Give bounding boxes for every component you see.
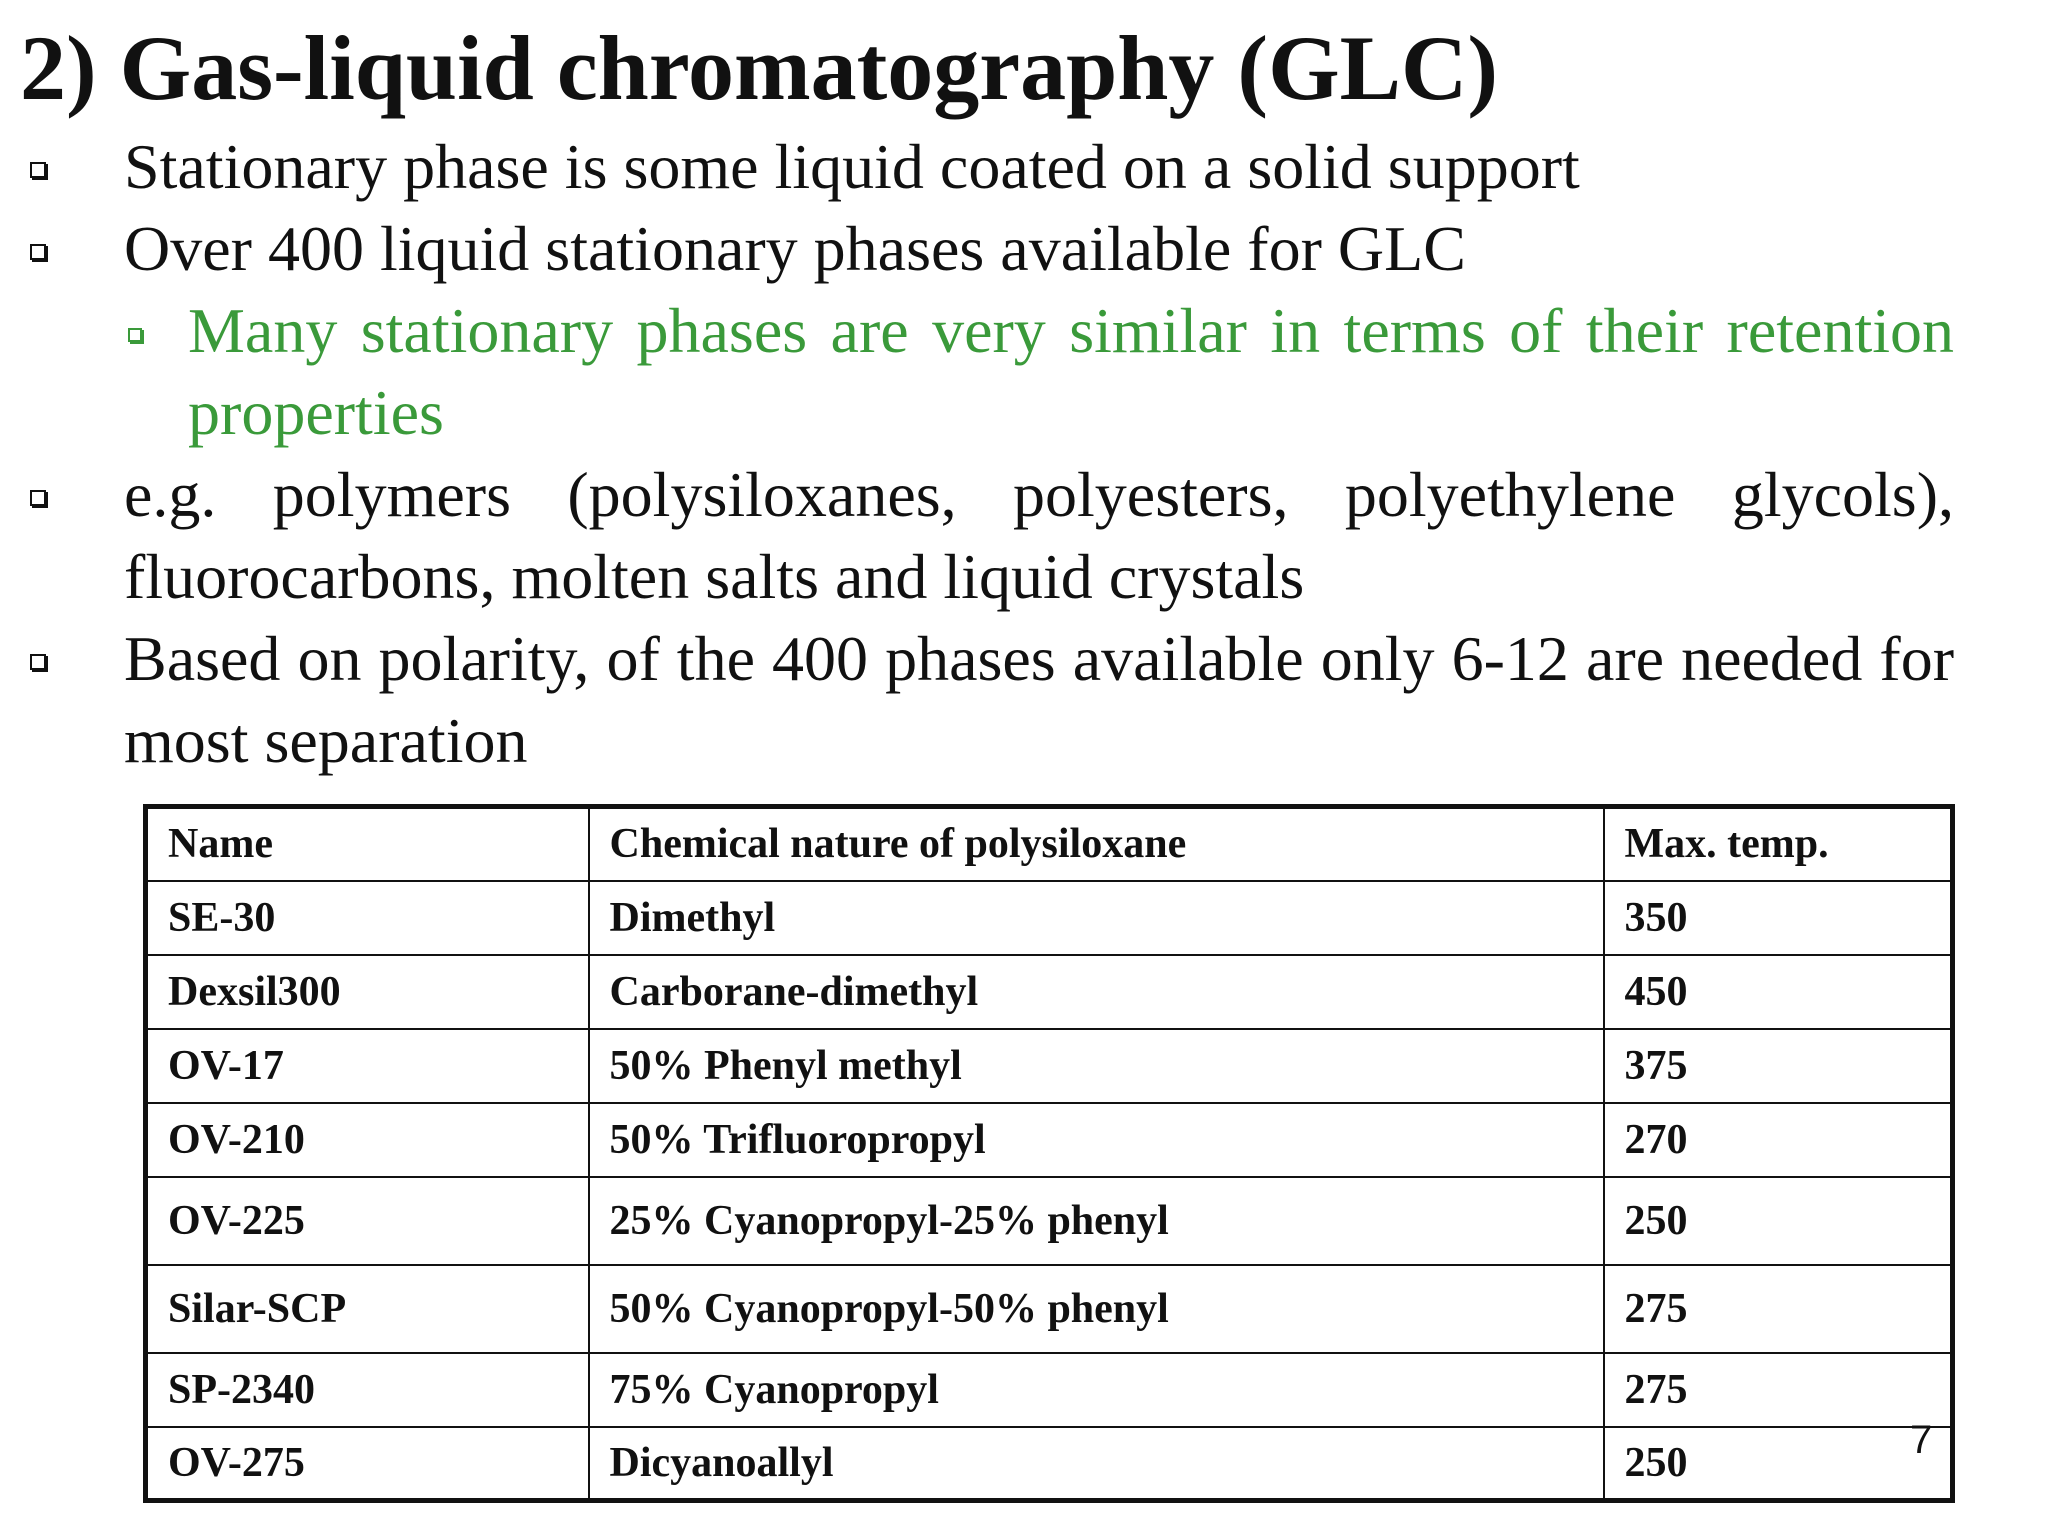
table-cell-max-temp: 350 (1604, 881, 1953, 955)
table-cell-max-temp: 450 (1604, 955, 1953, 1029)
table-row (146, 1265, 1953, 1353)
table-cell-max-temp: 275 (1604, 1353, 1953, 1427)
table-row (146, 1177, 1953, 1265)
table-row (146, 1427, 1953, 1501)
table-row (146, 955, 1953, 1029)
bullet-text: Based on polarity, of the 400 phases available only 6-12 are needed for most separation (124, 623, 1954, 776)
table-cell-chemical: Dicyanoallyl (589, 1427, 1604, 1501)
table-cell-name: OV-225 (146, 1177, 589, 1265)
square-bullet-icon (128, 328, 142, 342)
table-cell-chemical: 50% Trifluoropropyl (589, 1103, 1604, 1177)
table-cell-max-temp: 375 (1604, 1029, 1953, 1103)
table-cell-max-temp: 275 (1604, 1265, 1953, 1353)
table-cell-chemical: Dimethyl (589, 881, 1604, 955)
table-cell-name: SE-30 (146, 881, 589, 955)
square-bullet-icon (30, 162, 46, 178)
table-cell-max-temp: 250 (1604, 1427, 1953, 1501)
table-row (146, 881, 1953, 955)
bullet-text: e.g. polymers (polysiloxanes, polyesters, polyethylene glycols), fluorocarbons, molten salts and liquid crystals (124, 459, 1954, 612)
bullet-text: Stationary phase is some liquid coated on a solid support (124, 131, 1580, 202)
table-cell-name: Silar-SCP (146, 1265, 589, 1353)
table-cell-name: OV-210 (146, 1103, 589, 1177)
table-header-row (146, 807, 1953, 881)
slide-title: 2) Gas-liquid chromatography (GLC) (20, 17, 1499, 119)
sub-bullet-text: Many stationary phases are very similar in terms of their retention properties (188, 295, 1954, 448)
table-cell-chemical: Carborane-dimethyl (589, 955, 1604, 1029)
table-row (146, 1103, 1953, 1177)
table-cell-max-temp: 250 (1604, 1177, 1953, 1265)
page-number: 7 (1910, 1418, 1933, 1462)
square-bullet-icon (30, 490, 46, 506)
table-cell-name: OV-17 (146, 1029, 589, 1103)
table-cell-chemical: 25% Cyanopropyl-25% phenyl (589, 1177, 1604, 1265)
table-cell-max-temp: 270 (1604, 1103, 1953, 1177)
table-header-cell: Name (146, 807, 589, 881)
square-bullet-icon (30, 654, 46, 670)
table-cell-chemical: 50% Phenyl methyl (589, 1029, 1604, 1103)
stationary-phase-table (143, 804, 1955, 1503)
table-row (146, 1353, 1953, 1427)
table-header-cell: Max. temp. (1604, 807, 1953, 881)
table-cell-chemical: 50% Cyanopropyl-50% phenyl (589, 1265, 1604, 1353)
table-cell-name: Dexsil300 (146, 955, 589, 1029)
table-row (146, 1029, 1953, 1103)
bullet-text: Over 400 liquid stationary phases available for GLC (124, 213, 1466, 284)
table-header-cell: Chemical nature of polysiloxane (589, 807, 1604, 881)
table-cell-chemical: 75% Cyanopropyl (589, 1353, 1604, 1427)
table-cell-name: OV-275 (146, 1427, 589, 1501)
square-bullet-icon (30, 244, 46, 260)
table-cell-name: SP-2340 (146, 1353, 589, 1427)
